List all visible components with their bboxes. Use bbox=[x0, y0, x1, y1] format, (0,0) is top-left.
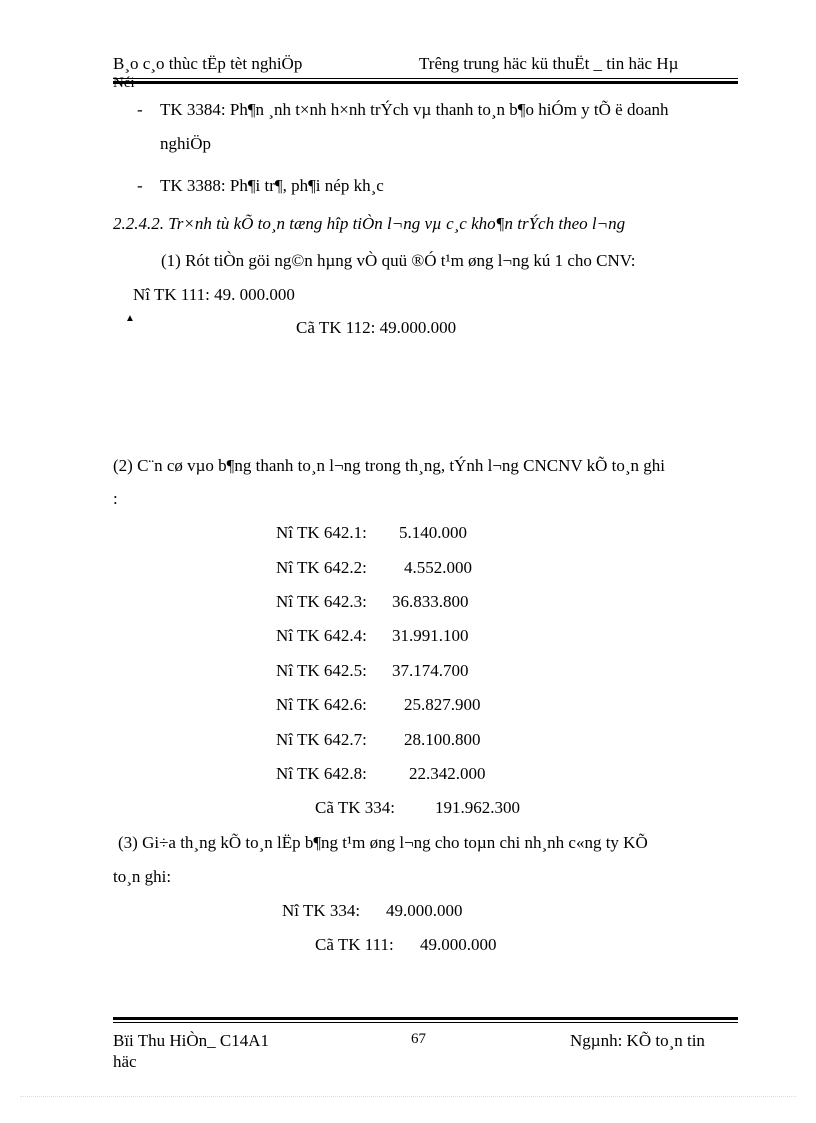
debit-label: Nî TK 642.2: bbox=[276, 558, 367, 577]
bullet-marker: - bbox=[137, 100, 143, 119]
header-left: B¸o c¸o thùc tËp tèt nghiÖp bbox=[113, 54, 303, 73]
debit-amount: 22.342.000 bbox=[409, 764, 486, 783]
debit-label: Nî TK 642.1: bbox=[276, 523, 367, 542]
entry3-debit-amount: 49.000.000 bbox=[386, 901, 463, 920]
bullet-1-line2: nghiÖp bbox=[160, 134, 211, 153]
header-rule-thin bbox=[113, 78, 738, 79]
entry3-credit-label: Cã TK 111: bbox=[315, 935, 394, 954]
debit-amount: 36.833.800 bbox=[392, 592, 469, 611]
debit-amount: 31.991.100 bbox=[392, 626, 469, 645]
debit-label: Nî TK 642.7: bbox=[276, 730, 367, 749]
debit-label: Nî TK 642.5: bbox=[276, 661, 367, 680]
entry3-debit-label: Nî TK 334: bbox=[282, 901, 361, 920]
bullet-2-line1: TK 3388: Ph¶i tr¶, ph¶i nép kh¸c bbox=[160, 176, 384, 195]
debit-amount: 25.827.900 bbox=[404, 695, 481, 714]
entry2-text: (2) C¨n cø vµo b¶ng thanh to¸n l¬ng trong th¸ng, tÝnh l¬ng CNCNV kÕ to¸n ghi bbox=[113, 456, 665, 475]
bullet-marker: - bbox=[137, 176, 143, 195]
page-bottom-border bbox=[20, 1096, 796, 1097]
debit-amount: 37.174.700 bbox=[392, 661, 469, 680]
credit-label: Cã TK 334: bbox=[315, 798, 395, 817]
debit-label: Nî TK 642.6: bbox=[276, 695, 367, 714]
credit-amount: 191.962.300 bbox=[435, 798, 520, 817]
entry3-line1: (3) Gi÷a th¸ng kÕ to¸n lËp b¶ng t¹m øng l¬ng cho toµn chi nh¸nh c«ng ty KÕ bbox=[118, 833, 648, 852]
section-heading: 2.2.4.2. Tr×nh tù kÕ to¸n tæng hîp tiÒn l¬ng vµ c¸c kho¶n trÝch theo l¬ng bbox=[113, 214, 626, 233]
entry3-credit-amount: 49.000.000 bbox=[420, 935, 497, 954]
footer-rule-thin bbox=[113, 1022, 738, 1023]
entry1-text: (1) Rót tiÒn göi ng©n hµng vÒ quü ®Ó t¹m øng l¬ng kú 1 cho CNV: bbox=[161, 251, 636, 270]
header-rule-thick bbox=[113, 81, 738, 84]
footer-right: Ngµnh: KÕ to¸n tin bbox=[570, 1031, 705, 1050]
header-right: Trêng trung häc kü thuËt _ tin häc Hµ bbox=[419, 54, 679, 73]
header-wrap: Néi bbox=[113, 75, 135, 91]
entry2-colon: : bbox=[113, 489, 118, 508]
footer-wrap: häc bbox=[113, 1052, 137, 1071]
bullet-1-line1: TK 3384: Ph¶n ¸nh t×nh h×nh trÝch vµ thanh to¸n b¶o hiÓm y tÕ ë doanh bbox=[160, 100, 669, 119]
entry1-credit: Cã TK 112: 49.000.000 bbox=[296, 318, 457, 337]
entry3-line2: to¸n ghi: bbox=[113, 867, 172, 886]
debit-label: Nî TK 642.3: bbox=[276, 592, 367, 611]
debit-label: Nî TK 642.8: bbox=[276, 764, 367, 783]
arrow-up-icon: ▲ bbox=[125, 313, 135, 324]
debit-label: Nî TK 642.4: bbox=[276, 626, 367, 645]
footer-rule-thick bbox=[113, 1017, 738, 1020]
footer-left: Bïi Thu HiÒn_ C14A1 bbox=[113, 1031, 270, 1050]
debit-amount: 5.140.000 bbox=[399, 523, 467, 542]
page-number: 67 bbox=[411, 1031, 426, 1047]
debit-amount: 4.552.000 bbox=[404, 558, 472, 577]
debit-amount: 28.100.800 bbox=[404, 730, 481, 749]
entry1-debit: Nî TK 111: 49. 000.000 bbox=[133, 285, 295, 304]
